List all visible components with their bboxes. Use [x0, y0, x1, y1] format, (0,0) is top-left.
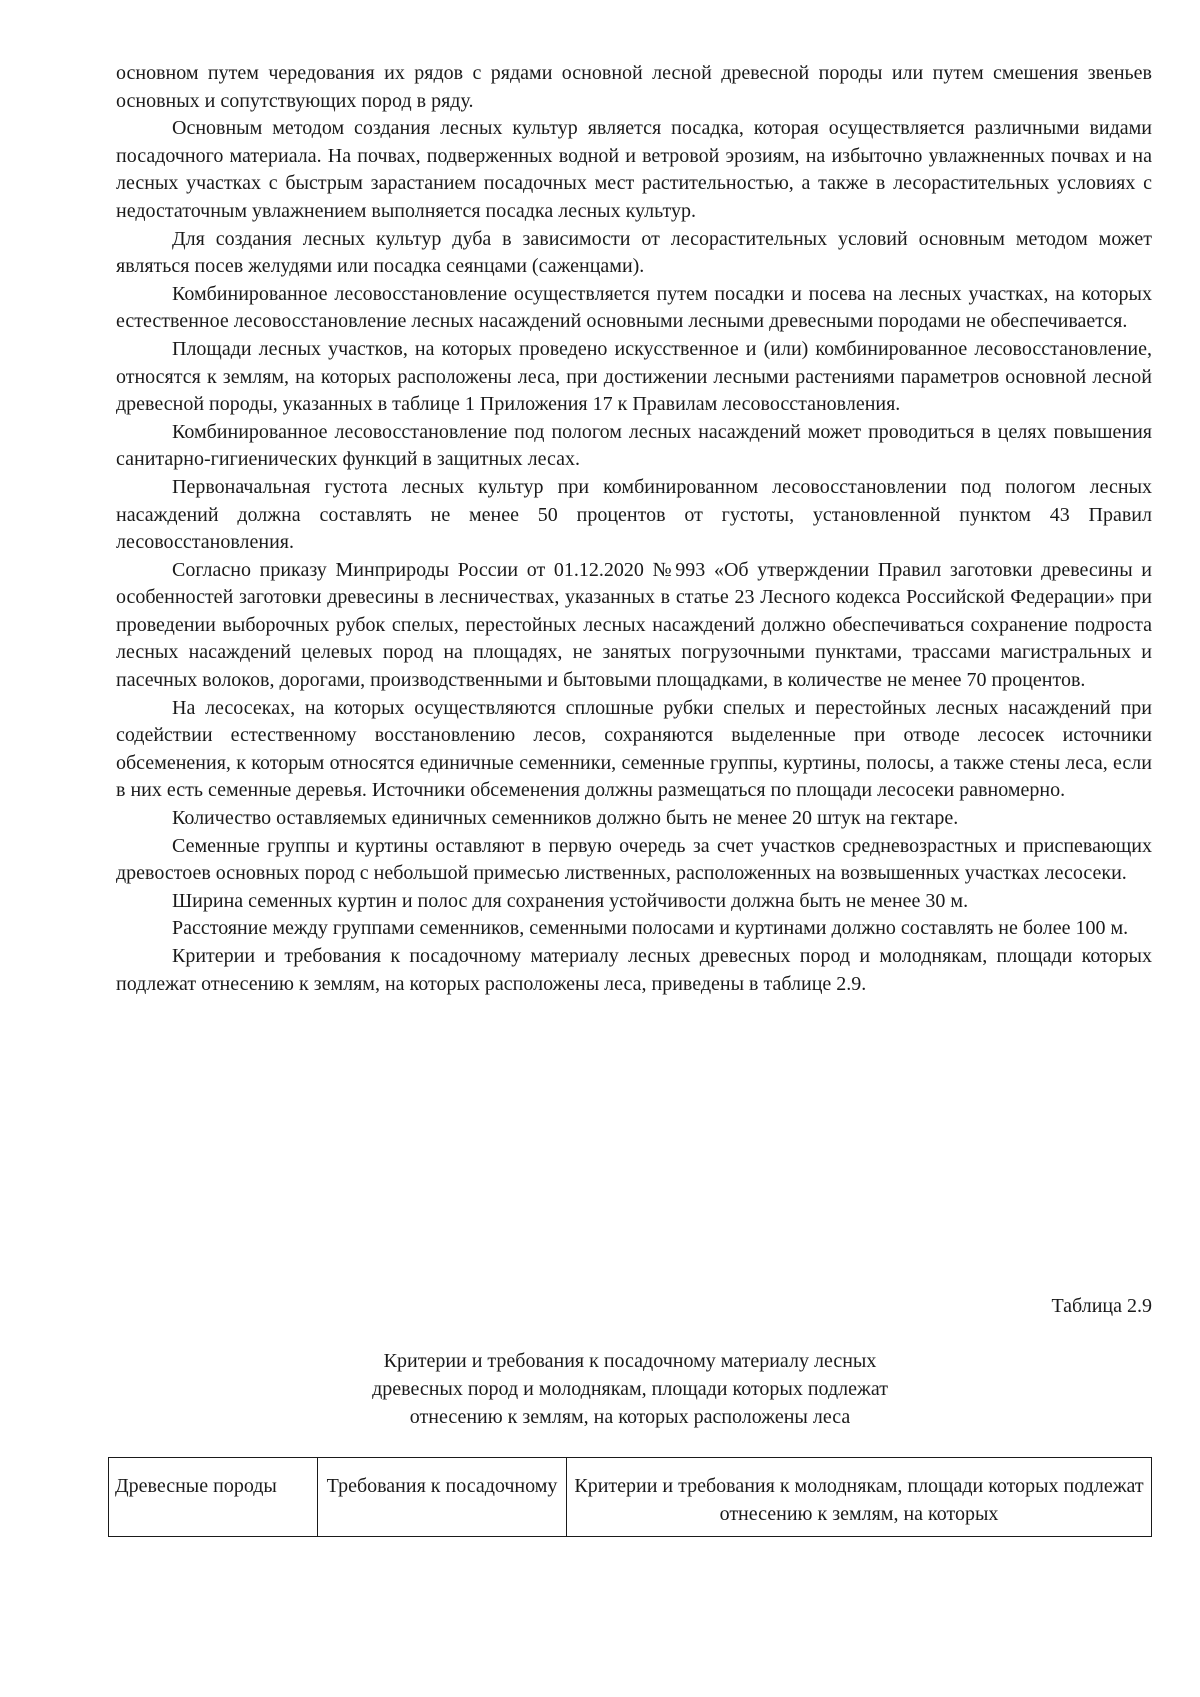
- paragraph: Семенные группы и куртины оставляют в первую очередь за счет участков средневозрастных и приспевающих древостоев основных пород с небольшой примесью лиственных, расположенных на возвышенных участках лесосеки.: [116, 834, 1152, 885]
- paragraph: Комбинированное лесовосстановление под пологом лесных насаждений может проводиться в целях повышения санитарно-гигиенических функций в защитных лесах.: [116, 420, 1152, 471]
- paragraph: На лесосеках, на которых осуществляются сплошные рубки спелых и перестойных лесных насаждений при содействии естественному восстановлению лесов, сохраняются выделенные при отводе лесосек источники обсеменения, к которым относятся единичные семенники, семенные группы, куртины, полосы, а также стены леса, если в них есть семенные деревья. Источники обсеменения должны размещаться по площади лесосеки равномерно.: [116, 696, 1152, 802]
- table-number-label: Таблица 2.9: [1051, 1295, 1152, 1317]
- header-young-stand-criteria: Критерии и требования к молоднякам, площади которых подлежат отнесению к землям, на которых: [567, 1458, 1152, 1537]
- table-title-line: Критерии и требования к посадочному материалу лесных: [383, 1350, 877, 1372]
- table-header: [109, 1458, 1152, 1537]
- body-text: [116, 60, 1152, 998]
- header-planting-material: Требования к посадочному: [318, 1458, 567, 1537]
- paragraph: Площади лесных участков, на которых проведено искусственное и (или) комбинированное лесовосстановление, относятся к землям, на которых расположены леса, при достижении лесными растениями параметров основной лесной древесной породы, указанных в таблице 1 Приложения 17 к Правилам лесовосстановления.: [116, 337, 1152, 416]
- table-title-line: отнесению к землям, на которых расположены леса: [409, 1406, 851, 1428]
- header-species: Древесные породы: [109, 1458, 318, 1537]
- paragraph: Ширина семенных куртин и полос для сохранения устойчивости должна быть не менее 30 м.: [172, 889, 969, 912]
- paragraph: Для создания лесных культур дуба в зависимости от лесорастительных условий основным методом может являться посев желудями или посадка сеянцами (саженцами).: [116, 227, 1152, 278]
- paragraph: Критерии и требования к посадочному материалу лесных древесных пород и молоднякам, площади которых подлежат отнесению к землям, на которых расположены леса, приведены в таблице 2.9.: [116, 945, 1152, 995]
- table-header-row: [109, 1458, 1152, 1537]
- criteria-table: [108, 1457, 1152, 1537]
- paragraph: Первоначальная густота лесных культур при комбинированном лесовосстановлении под пологом лесных насаждений должна составлять не менее 50 процентов от густоты, установленной пунктом 43 Правил лесовосстановления.: [116, 475, 1152, 554]
- table-title: [250, 1347, 1010, 1431]
- paragraph: Комбинированное лесовосстановление осуществляется путем посадки и посева на лесных участках, на которых естественное лесовосстановление лесных насаждений основными лесными древесными породами не обеспечивается.: [116, 282, 1152, 333]
- table-title-line: древесных пород и молоднякам, площади которых подлежат: [372, 1378, 888, 1400]
- paragraph: Количество оставляемых единичных семенников должно быть не менее 20 штук на гектаре.: [172, 807, 959, 830]
- paragraph: Согласно приказу Минприроды России от 01.12.2020 №993 «Об утверждении Правил заготовки древесины и особенностей заготовки древесины в лесничествах, указанных в статье 23 Лесного кодекса Российской Федерации» при проведении выборочных рубок спелых, перестойных лесных насаждений должно обеспечиваться сохранение подроста лесных насаждений целевых пород на площадях, не занятых погрузочными пунктами, трассами магистральных и пасечных волоков, дорогами, производственными и бытовыми площадками, в количестве не менее 70 процентов.: [116, 558, 1152, 692]
- paragraph: основном путем чередования их рядов с рядами основной лесной древесной породы или путем смешения звеньев основных и сопутствующих пород в ряду.: [116, 62, 1152, 112]
- paragraph: Основным методом создания лесных культур является посадка, которая осуществляется различными видами посадочного материала. На почвах, подверженных водной и ветровой эрозиям, на избыточно увлажненных почвах и на лесных участках с быстрым зарастанием посадочных мест растительностью, а также в лесорастительных условиях с недостаточным увлажнением выполняется посадка лесных культур.: [116, 117, 1152, 222]
- paragraph: Расстояние между группами семенников, семенными полосами и куртинами должно составлять не более 100 м.: [172, 917, 1129, 940]
